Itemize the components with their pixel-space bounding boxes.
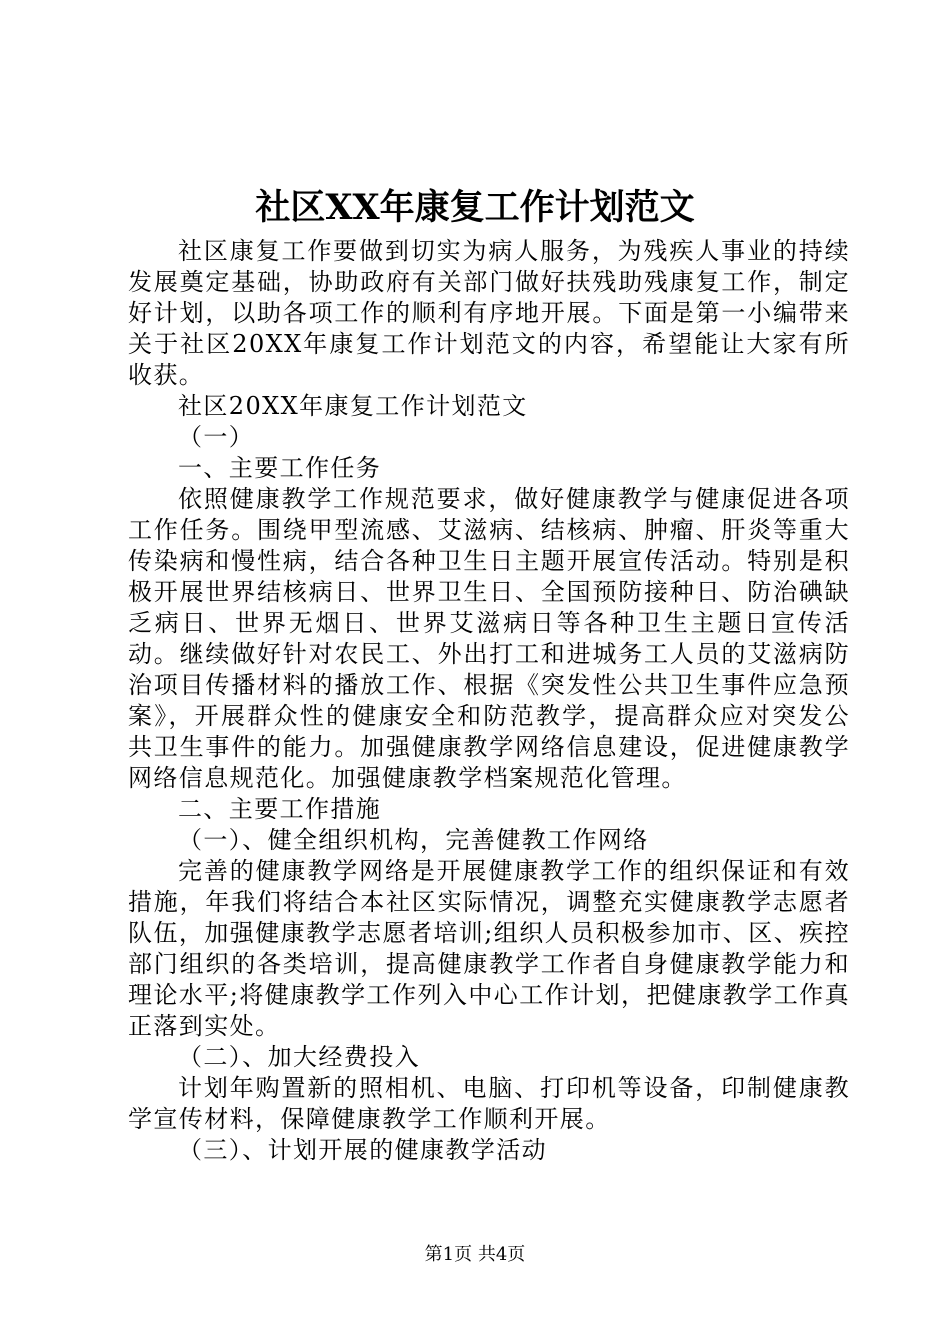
heading-measure-1: （一）、健全组织机构，完善健教工作网络 bbox=[178, 826, 649, 854]
paragraph-measure-2: 计划年购置新的照相机、电脑、打印机等设备，印制健康教学宣传材料，保障健康教学工作顺利开展。 bbox=[128, 1074, 850, 1133]
paragraph-section-number: （一） bbox=[178, 423, 255, 451]
paragraph-subtitle: 社区20XX年康复工作计划范文 bbox=[178, 392, 528, 420]
heading-measure-3: （三）、计划开展的健康教学活动 bbox=[178, 1136, 547, 1164]
page-footer: 第1页 共4页 bbox=[424, 1244, 526, 1265]
heading-main-measures: 二、主要工作措施 bbox=[178, 795, 382, 823]
heading-measure-2: （二）、加大经费投入 bbox=[178, 1043, 420, 1071]
paragraph-main-tasks: 依照健康教学工作规范要求，做好健康教学与健康促进各项工作任务。围绕甲型流感、艾滋病、结核病、肿瘤、肝炎等重大传染病和慢性病，结合各种卫生日主题开展宣传活动。特别是积极开展世界结核病日、世界卫生日、全国预防接种日、防治碘缺乏病日、世界无烟日、世界艾滋病日等各种卫生主题日宣传活动。继续做好针对农民工、外出打工和进城务工人员的艾滋病防治项目传播材料的播放工作、根据《突发性公共卫生事件应急预案》，开展群众性的健康安全和防范教学，提高群众应对突发公共卫生事件的能力。加强健康教学网络信息建设，促进健康教学网络信息规范化。加强健康教学档案规范化管理。 bbox=[128, 485, 850, 792]
paragraph-intro: 社区康复工作要做到切实为病人服务，为残疾人事业的持续发展奠定基础，协助政府有关部门做好扶残助残康复工作，制定好计划，以助各项工作的顺利有序地开展。下面是第一小编带来关于社区20XX年康复工作计划范文的内容，希望能让大家有所收获。 bbox=[128, 237, 850, 389]
paragraph-measure-1: 完善的健康教学网络是开展健康教学工作的组织保证和有效措施，年我们将结合本社区实际情况，调整充实健康教学志愿者队伍，加强健康教学志愿者培训;组织人员积极参加市、区、疾控部门组织的各类培训，提高健康教学工作者自身健康教学能力和理论水平;将健康教学工作列入中心工作计划，把健康教学工作真正落到实处。 bbox=[128, 857, 850, 1040]
document-title: 社区XX年康复工作计划范文 bbox=[255, 187, 695, 228]
heading-main-tasks: 一、主要工作任务 bbox=[178, 454, 382, 482]
document-body bbox=[128, 236, 850, 1166]
